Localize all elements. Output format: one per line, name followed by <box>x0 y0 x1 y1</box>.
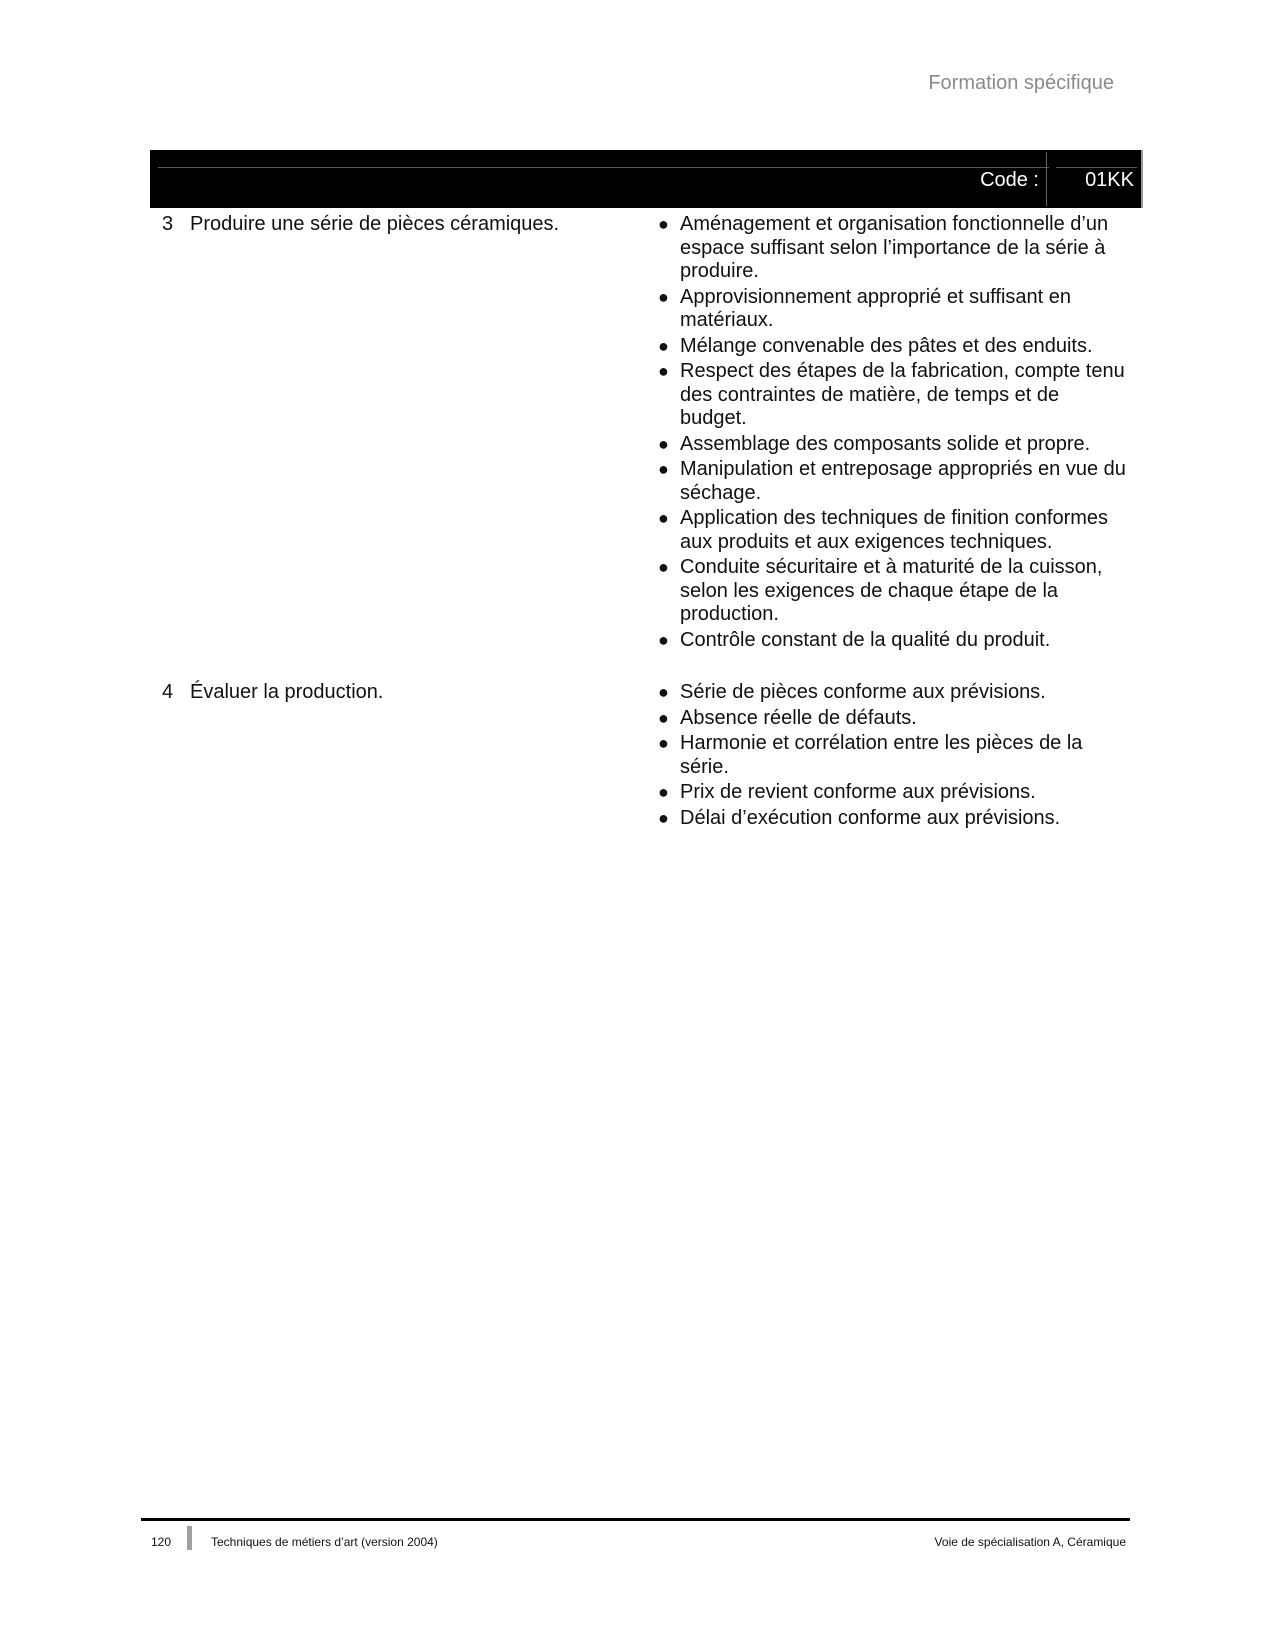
element-number: 4 <box>162 681 174 703</box>
bullet-icon: ● <box>658 557 669 577</box>
criteria-text: Absence réelle de défauts. <box>680 706 917 729</box>
footer-specialization: Voie de spécialisation A, Céramique <box>934 1535 1126 1549</box>
code-bar-rule-right <box>1056 167 1137 168</box>
code-label: Code : <box>980 169 1039 191</box>
criteria-text: Manipulation et entreposage appropriés en vue du séchage. <box>680 458 1126 504</box>
criteria-item <box>658 213 1130 284</box>
criteria-item <box>658 556 1130 627</box>
criteria-list <box>656 681 1130 832</box>
bullet-icon: ● <box>658 214 669 234</box>
code-bar <box>150 150 1143 208</box>
bullet-icon: ● <box>658 629 669 650</box>
running-head: Formation spécifique <box>928 72 1114 94</box>
bullet-icon: ● <box>658 335 669 356</box>
criteria-text: Prix de revient conforme aux prévisions. <box>680 781 1036 803</box>
element-title: Évaluer la production. <box>190 681 384 703</box>
criteria-item <box>658 681 1130 705</box>
criteria-text: Contrôle constant de la qualité du produit. <box>680 628 1051 651</box>
bullet-icon: ● <box>658 361 669 381</box>
code-bar-divider <box>1046 152 1047 206</box>
criteria-item <box>658 432 1130 457</box>
criteria-text: Mélange convenable des pâtes et des enduits. <box>680 334 1093 357</box>
bullet-icon: ● <box>658 782 669 802</box>
criteria-text: Série de pièces conforme aux prévisions. <box>680 681 1046 703</box>
criteria-text: Approvisionnement approprié et suffisant en matériaux. <box>680 285 1071 331</box>
bullet-icon: ● <box>658 433 669 454</box>
footer-document-title: Techniques de métiers d’art (version 2004) <box>211 1535 438 1549</box>
criteria-item <box>658 781 1130 805</box>
criteria-item <box>658 360 1130 431</box>
footer-bar <box>187 1526 192 1550</box>
element-number: 3 <box>162 213 174 235</box>
criteria-text: Assemblage des composants solide et propre. <box>680 432 1091 455</box>
criteria-item <box>658 732 1130 779</box>
bullet-icon: ● <box>658 733 669 753</box>
code-bar-rule <box>158 167 1049 168</box>
page-number: 120 <box>151 1535 172 1549</box>
element-title: Produire une série de pièces céramiques. <box>190 213 560 235</box>
bullet-icon: ● <box>658 459 669 479</box>
criteria-text: Application des techniques de finition conformes aux produits et aux exigences techniques. <box>680 507 1109 553</box>
criteria-text: Respect des étapes de la fabrication, compte tenu des contraintes de matière, de temps et de budget. <box>680 360 1125 429</box>
criteria-text: Délai d’exécution conforme aux prévisions. <box>680 806 1061 829</box>
criteria-list <box>656 213 1130 654</box>
criteria-text: Aménagement et organisation fonctionnelle d’un espace suffisant selon l’importance de la série à produire. <box>680 213 1109 282</box>
criteria-item <box>658 628 1130 653</box>
criteria-item <box>658 806 1130 831</box>
criteria-text: Harmonie et corrélation entre les pièces de la série. <box>680 732 1083 778</box>
bullet-icon: ● <box>658 286 669 307</box>
bullet-icon: ● <box>658 707 669 728</box>
bullet-icon: ● <box>658 508 669 528</box>
code-value: 01KK <box>1085 169 1134 191</box>
criteria-text: Conduite sécuritaire et à maturité de la cuisson, selon les exigences de chaque étape de la production. <box>680 556 1103 625</box>
criteria-item <box>658 334 1130 359</box>
code-bar-edge <box>1141 150 1143 208</box>
bullet-icon: ● <box>658 807 669 828</box>
criteria-item <box>658 706 1130 731</box>
criteria-item <box>658 458 1130 505</box>
criteria-item <box>658 507 1130 554</box>
bullet-icon: ● <box>658 682 669 702</box>
footer-rule <box>141 1518 1130 1521</box>
criteria-item <box>658 285 1130 333</box>
